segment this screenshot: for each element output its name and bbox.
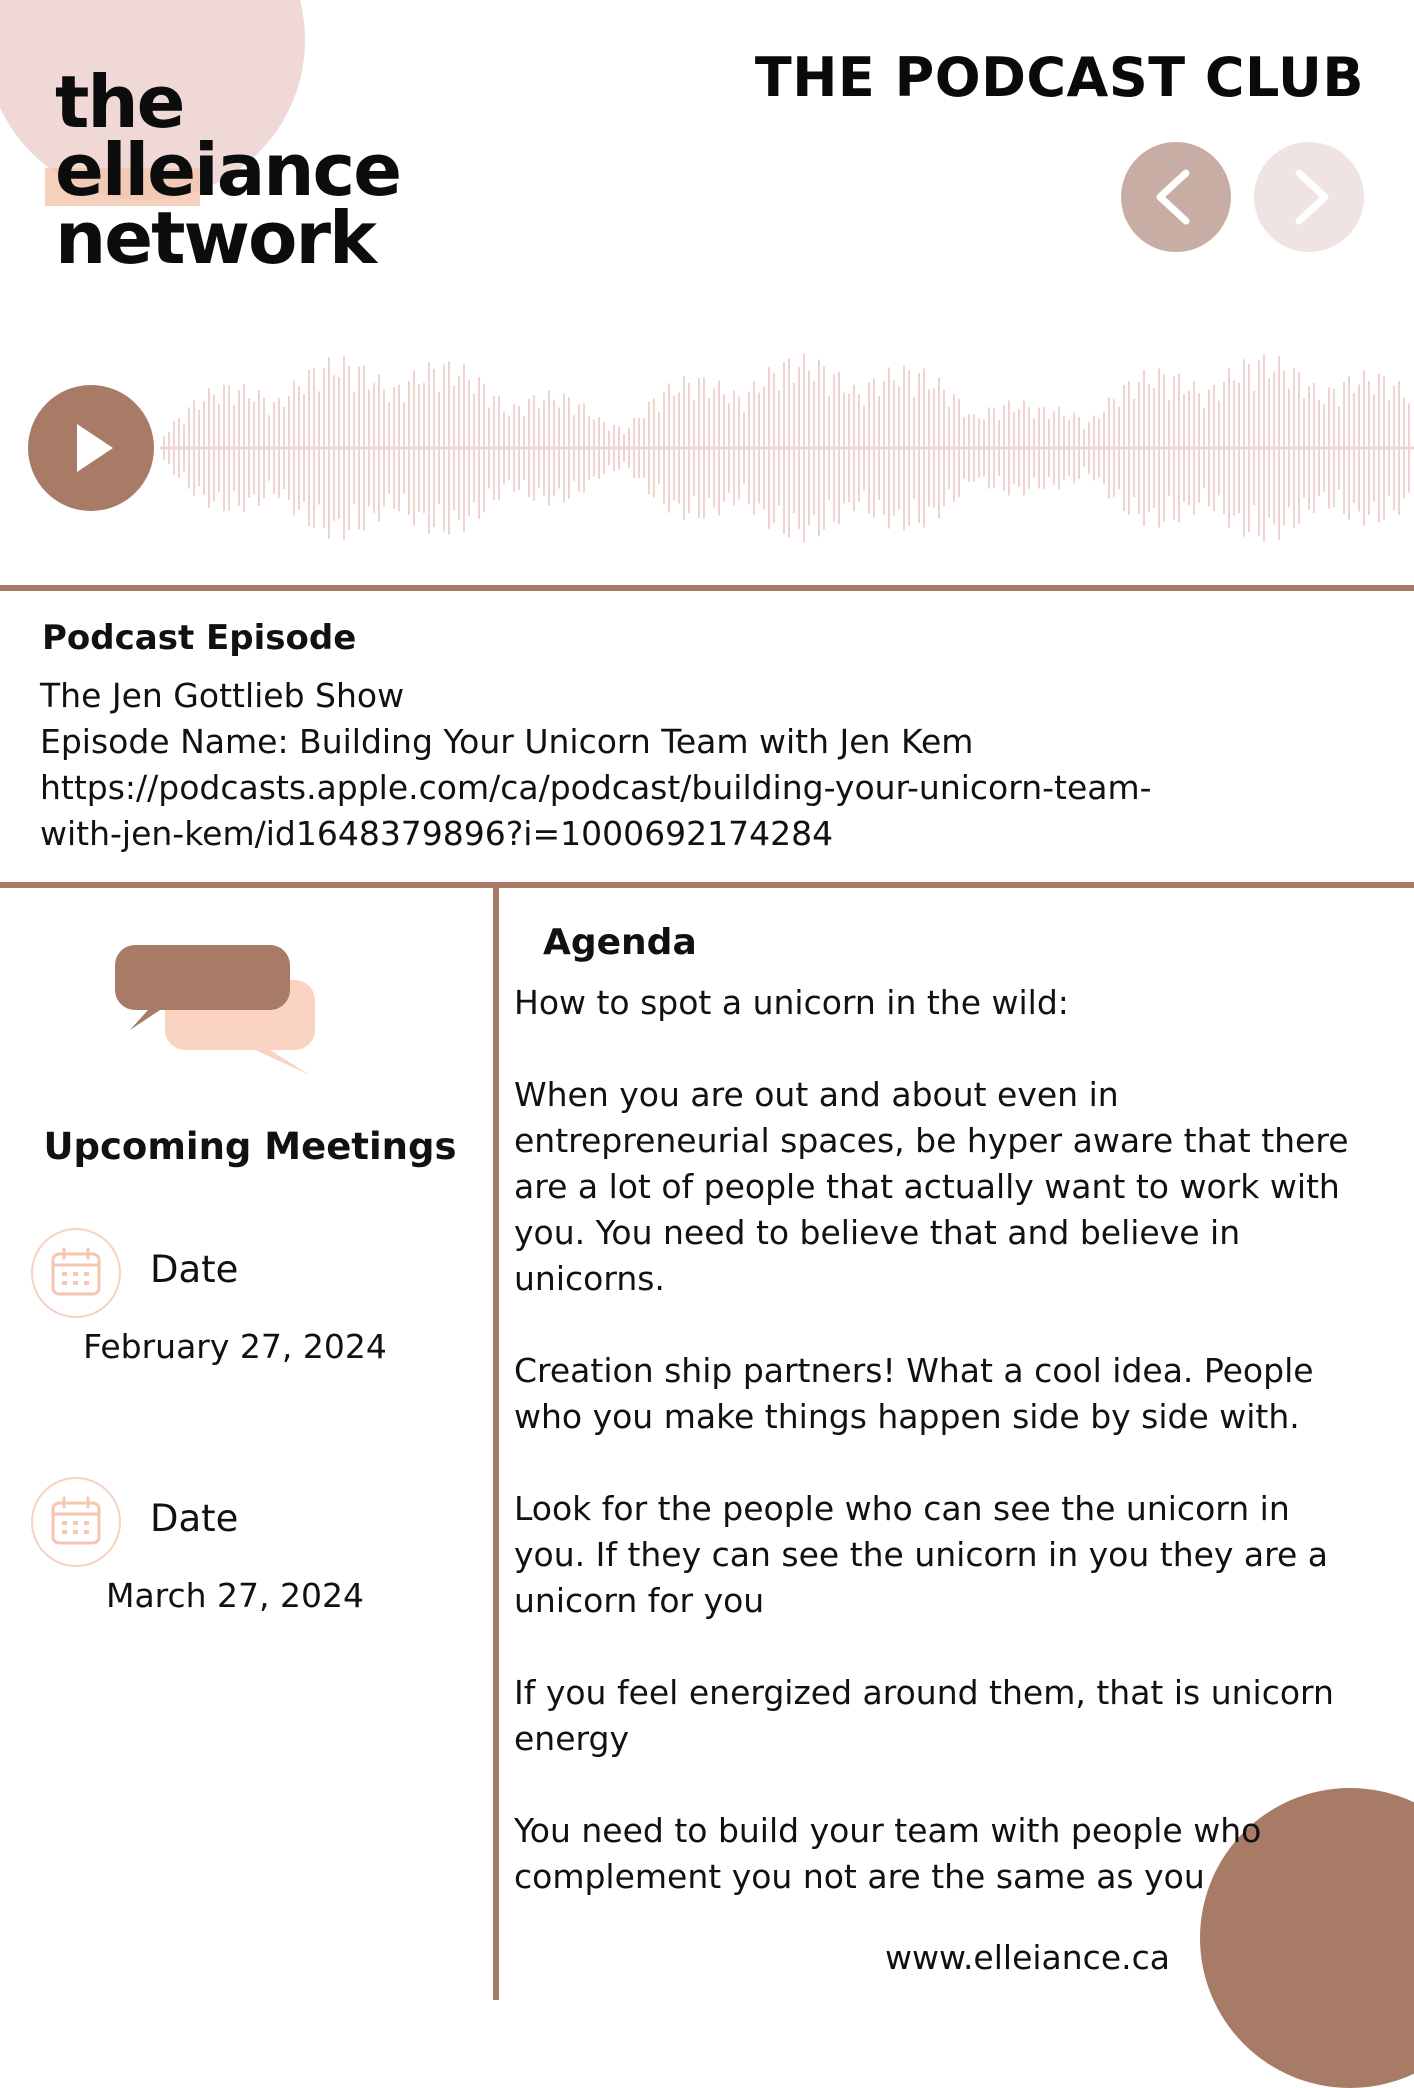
meeting-date-label: Date [150, 1497, 239, 1540]
chat-bubbles-icon [115, 945, 355, 1075]
calendar-icon [31, 1228, 121, 1318]
logo-line-3: network [55, 196, 375, 280]
column-divider [493, 888, 499, 2000]
agenda-paragraph: Look for the people who can see the unicorn in you. If they can see the unicorn in you they are a unicorn for you [514, 1489, 1329, 1620]
agenda-body [514, 980, 1354, 1946]
episode-details [40, 673, 1380, 857]
website-link[interactable]: www.elleiance.ca [885, 1938, 1170, 1977]
episode-name: Episode Name: Building Your Unicorn Team with Jen Kem [40, 722, 974, 761]
calendar-icon [31, 1477, 121, 1567]
divider [0, 585, 1414, 591]
agenda-intro: How to spot a unicorn in the wild: [514, 983, 1069, 1022]
chevron-right-icon [1279, 167, 1339, 227]
waveform-icon [160, 340, 1414, 560]
chevron-left-icon [1146, 167, 1206, 227]
agenda-paragraph: You need to build your team with people who complement you not are the same as you [514, 1811, 1262, 1896]
agenda-paragraph: When you are out and about even in entrepreneurial spaces, be hyper aware that there are a lot of people that actually want to work with you. You need to believe that and believe in unicorns. [514, 1075, 1349, 1298]
agenda-heading: Agenda [543, 922, 697, 963]
agenda-paragraph: If you feel energized around them, that is unicorn energy [514, 1673, 1334, 1758]
episode-link-line-1[interactable]: https://podcasts.apple.com/ca/podcast/building-your-unicorn-team- [40, 768, 1152, 807]
previous-button[interactable] [1121, 142, 1231, 252]
episode-link-line-2[interactable]: with-jen-kem/id1648379896?i=1000692174284 [40, 814, 834, 853]
page-title: THE PODCAST CLUB [754, 46, 1364, 109]
divider [0, 882, 1414, 888]
meeting-date-value: February 27, 2024 [83, 1327, 387, 1366]
logo-line-2: elleiance [55, 128, 401, 212]
play-button[interactable] [28, 385, 154, 511]
meeting-date-label: Date [150, 1248, 239, 1291]
upcoming-meetings-heading: Upcoming Meetings [43, 1125, 457, 1168]
next-button[interactable] [1254, 142, 1364, 252]
logo-line-1: the [55, 60, 184, 144]
show-name: The Jen Gottlieb Show [40, 676, 405, 715]
brand-logo [55, 60, 401, 280]
play-icon [61, 418, 121, 478]
meeting-date-value: March 27, 2024 [105, 1576, 365, 1615]
episode-heading: Podcast Episode [42, 618, 357, 658]
agenda-paragraph: Creation ship partners! What a cool idea. People who you make things happen side by side with. [514, 1351, 1314, 1436]
